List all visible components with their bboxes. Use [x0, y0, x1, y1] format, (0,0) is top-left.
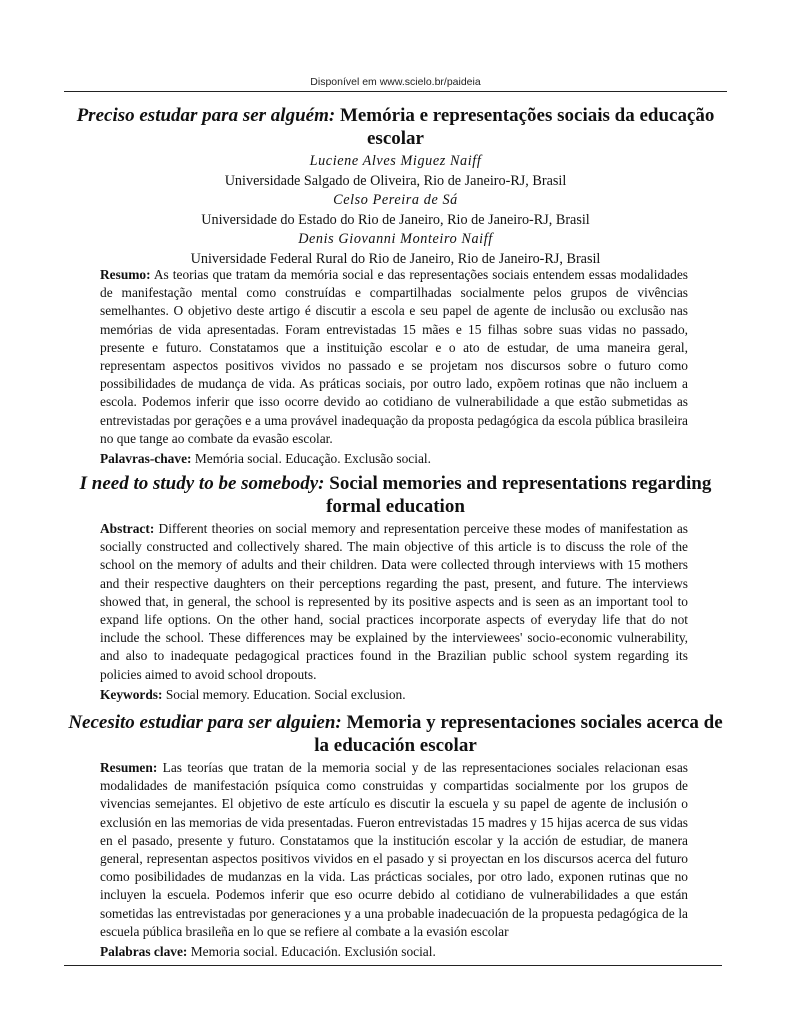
abstract-en [100, 520, 688, 684]
author-name: Celso Pereira de Sá [333, 192, 458, 208]
title-es-rest: Memoria y representaciones sociales acerca de la educación escolar [314, 712, 723, 756]
keywords-pt [100, 450, 688, 468]
keywords-en-label: Keywords: [100, 686, 163, 702]
abstract-pt-label: Resumo: [100, 267, 151, 282]
abstract-en-text: Different theories on social memory and representation perceive these modes of manifestation as socially constructed and collectively shared. The main objective of this article is to discuss the role of the school on the memory of adults and their children. Data were collected through interviews with 15 mothers and their respective daughters on their perceptions regarding the past, present, and future. The interviews showed that, in general, the school is represented by its positive aspects and is seen as an important tool to expand life options. On the other hand, social practices incorporate aspects of everyday life that do not include the school. These differences may be explained by the interviewees' socio-economic vulnerability, and also to inadequate pedagogical practices found in the Brazilian public school system regarding its policies aimed to avoid school dropouts. [100, 521, 688, 682]
title-pt-italic: Preciso estudar para ser alguém: [76, 105, 336, 126]
abstract-es-text: Las teorías que tratan de la memoria social y de las representaciones sociales relacionan esas modalidades de manifestación psíquica como construidas y compartidas socialmente por los grupos de vivencias semejantes. El objetivo de este artículo es discutir la escuela y su papel de agente de inclusión o exclusión en las memorias de vida presentadas. Fueron entrevistadas 15 madres y 15 hijas acerca de sus vidas en el pasado, presente y futuro. Constatamos que la institución escolar y la acción de estudiar, de manera general, representan aspectos positivos vividos en el pasado y si proyectan en los discursos acerca del futuro como posibilidades de mudanzas en la vida. Las prácticas sociales, por otro lado, exponen rutinas que no incluyen la escuela. Podemos inferir que eso ocurre debido al cotidiano de vulnerabilidades a que están sometidas las entrevistadas por generaciones y a una probable inadecuación de la propuesta pedagógica de la escuela pública brasileña en lo que se refiere al combate a la evasión escolar [100, 760, 688, 939]
keywords-pt-text: Memória social. Educação. Exclusão social. [194, 451, 431, 467]
author-name: Denis Giovanni Monteiro Naiff [298, 231, 493, 247]
title-es-italic: Necesito estudiar para ser alguien: [68, 712, 342, 733]
author-affiliation: Universidade Salgado de Oliveira, Rio de Janeiro-RJ, Brasil [224, 172, 567, 189]
keywords-pt-label: Palavras-chave: [100, 451, 192, 467]
title-en [64, 472, 727, 518]
top-rule [64, 91, 727, 92]
title-pt [64, 104, 727, 150]
running-head: Disponível em www.scielo.br/paideia [310, 76, 481, 88]
keywords-en [100, 686, 688, 704]
keywords-es-label: Palabras clave: [100, 944, 188, 960]
title-en-rest: Social memories and representations regarding formal education [326, 473, 712, 517]
keywords-es [100, 943, 688, 961]
title-es [64, 711, 727, 757]
author-name: Luciene Alves Miguez Naiff [309, 153, 482, 169]
keywords-en-text: Social memory. Education. Social exclusion. [165, 686, 406, 702]
keywords-es-text: Memoria social. Educación. Exclusión social. [190, 944, 436, 960]
title-en-italic: I need to study to be somebody: [79, 473, 325, 494]
author-affiliation: Universidade Federal Rural do Rio de Janeiro, Rio de Janeiro-RJ, Brasil [190, 250, 601, 267]
abstract-es-label: Resumen: [100, 760, 158, 775]
bottom-rule [64, 965, 722, 966]
abstract-en-label: Abstract: [100, 521, 155, 536]
abstract-en-block [100, 520, 688, 704]
abstract-pt [100, 266, 688, 448]
title-pt-rest: Memória e representações sociais da educação escolar [339, 105, 715, 149]
author-affiliation: Universidade do Estado do Rio de Janeiro, Rio de Janeiro-RJ, Brasil [201, 211, 590, 228]
abstract-pt-block [100, 266, 688, 468]
abstract-es-block [100, 759, 688, 961]
abstract-es [100, 759, 688, 941]
abstract-pt-text: As teorias que tratam da memória social e das representações sociais entendem essas modalidades de manifestação mental como construídas e compartilhadas socialmente pelos grupos de vivências semelhantes. O objetivo deste artigo é discutir a escola e seu papel de agente de inclusão ou exclusão nas memórias de vida apresentadas. Foram entrevistadas 15 mães e 15 filhas sobre suas vidas no passado, presente e futuro. Constatamos que a instituição escolar e o ato de estudar, de uma maneira geral, representam aspectos positivos vividos no passado e se projetam nos discursos sobre o futuro como possibilidades de mudança de vida. As práticas sociais, por outro lado, expõem rotinas que não incluem a escola. Podemos inferir que isso ocorre devido ao cotidiano de vulnerabilidade a que estão submetidas as entrevistadas por gerações e a uma provável inadequação da proposta pedagógica da escola pública brasileira no que tange ao combate da evasão escolar. [100, 267, 688, 446]
author-list [64, 152, 727, 269]
